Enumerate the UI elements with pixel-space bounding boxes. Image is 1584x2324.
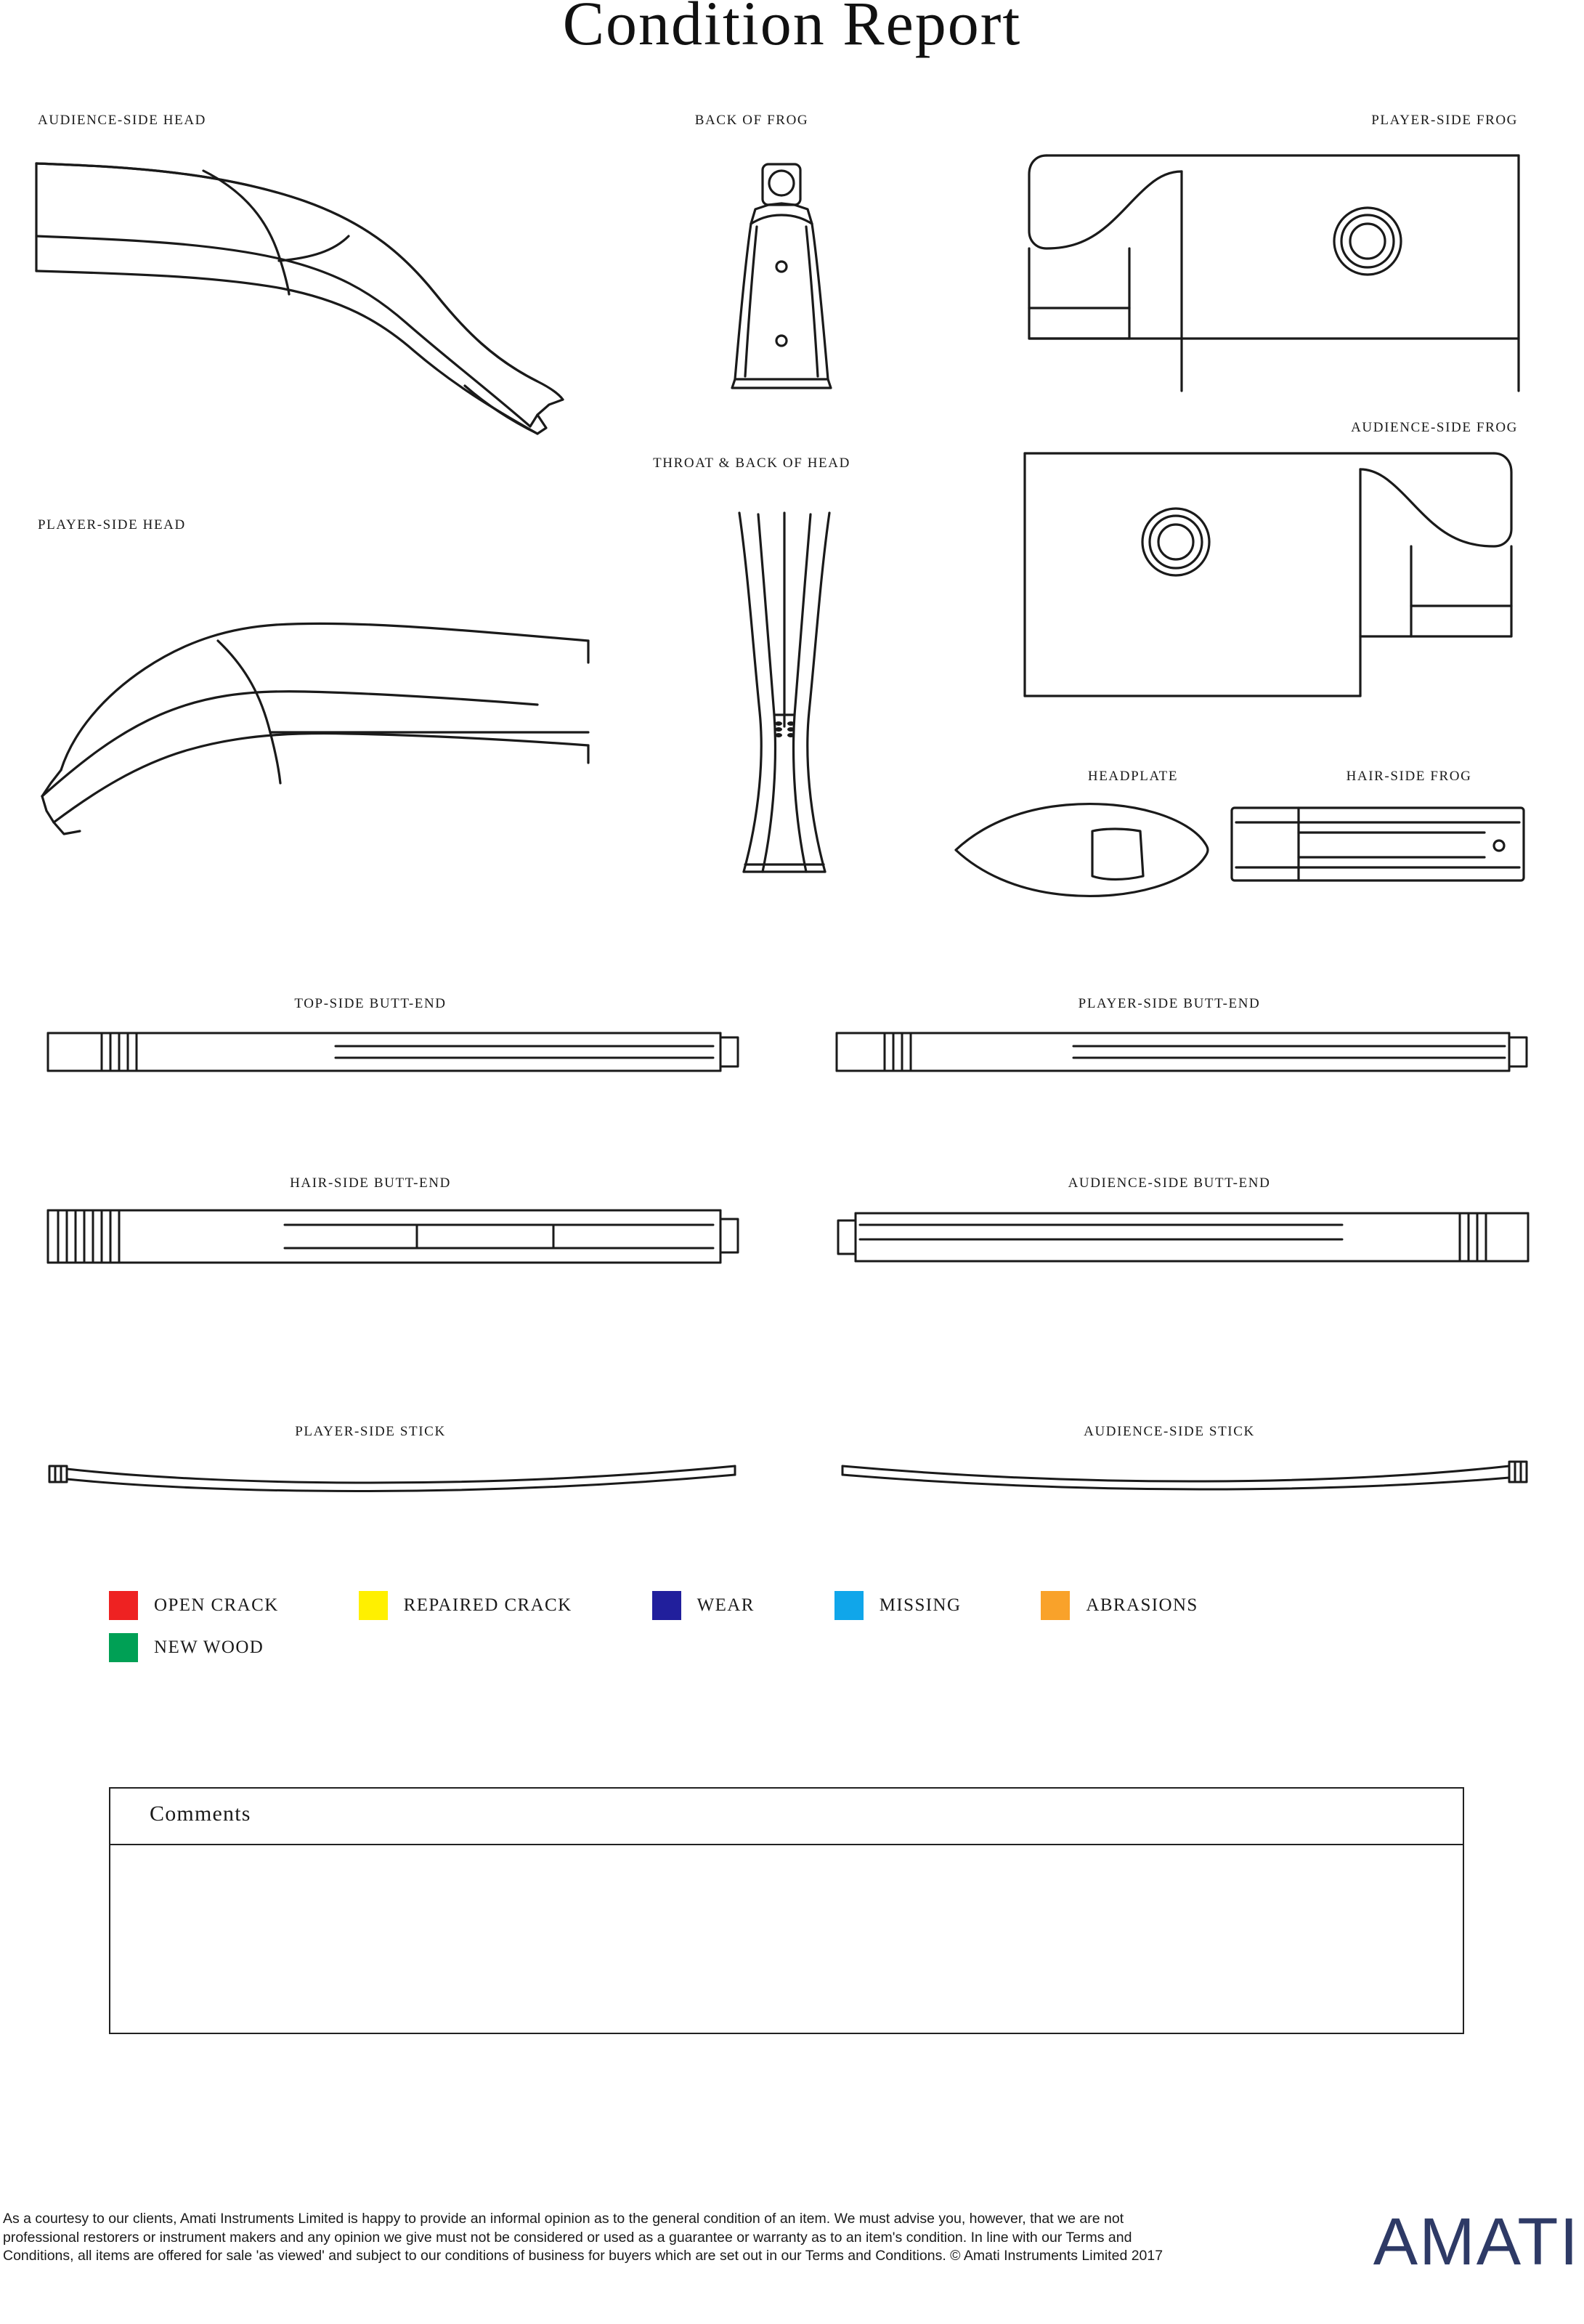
figure-hair-side-butt-end [45, 1204, 742, 1271]
label-headplate: HEADPLATE [1087, 769, 1179, 784]
label-audience-side-frog: AUDIENCE-SIDE FROG [1351, 420, 1518, 435]
legend-item-wear [652, 1591, 798, 1620]
legend [109, 1591, 1489, 1675]
amati-logo: AMATI [1373, 2205, 1580, 2279]
figure-audience-side-butt-end [834, 1204, 1531, 1271]
page-title-text: Condition Report [562, 0, 1022, 58]
legend-label-missing: MISSING [879, 1595, 962, 1615]
figure-headplate [950, 799, 1211, 901]
legend-swatch-abrasions [1041, 1591, 1070, 1620]
figure-audience-side-head [29, 149, 566, 440]
legend-item-new-wood [109, 1633, 307, 1662]
label-audience-side-head: AUDIENCE-SIDE HEAD [38, 113, 206, 128]
legend-label-repaired-crack: REPAIRED CRACK [403, 1595, 572, 1615]
label-hair-side-butt-end: HAIR-SIDE BUTT-END [290, 1175, 451, 1191]
legend-swatch-missing [834, 1591, 864, 1620]
legend-row-2 [109, 1633, 1489, 1662]
figure-player-side-head [29, 552, 596, 857]
page-title [0, 0, 1584, 60]
label-top-side-butt-end: TOP-SIDE BUTT-END [294, 996, 447, 1011]
figure-top-side-butt-end [45, 1026, 728, 1084]
legend-swatch-wear [652, 1591, 681, 1620]
legend-swatch-repaired-crack [359, 1591, 388, 1620]
label-hair-side-frog: HAIR-SIDE FROG [1346, 769, 1472, 784]
figure-audience-side-stick [828, 1453, 1554, 1497]
comments-box[interactable] [109, 1787, 1464, 2034]
label-player-side-head: PLAYER-SIDE HEAD [38, 517, 186, 533]
legend-label-open-crack: OPEN CRACK [154, 1595, 279, 1615]
figure-hair-side-frog [1229, 803, 1527, 891]
legend-item-repaired-crack [359, 1591, 616, 1620]
legend-row-1 [109, 1591, 1489, 1620]
legend-item-open-crack [109, 1591, 322, 1620]
legend-label-abrasions: ABRASIONS [1086, 1595, 1198, 1615]
figure-audience-side-frog [1020, 450, 1522, 697]
figure-player-side-frog [1020, 151, 1522, 391]
label-back-of-frog: BACK OF FROG [694, 113, 809, 128]
label-player-side-butt-end: PLAYER-SIDE BUTT-END [1078, 996, 1261, 1011]
figure-back-of-frog [710, 161, 856, 401]
legend-label-new-wood: NEW WOOD [154, 1637, 264, 1657]
figure-throat-back-of-head [719, 509, 850, 879]
legend-item-missing [834, 1591, 1005, 1620]
comments-input[interactable] [110, 1845, 1463, 2034]
label-audience-side-butt-end: AUDIENCE-SIDE BUTT-END [1068, 1175, 1271, 1191]
label-audience-side-stick: AUDIENCE-SIDE STICK [1084, 1424, 1255, 1439]
legend-swatch-new-wood [109, 1633, 138, 1662]
label-throat-back-of-head: THROAT & BACK OF HEAD [653, 456, 850, 471]
legend-swatch-open-crack [109, 1591, 138, 1620]
legend-label-wear: WEAR [696, 1595, 755, 1615]
comments-heading: Comments [110, 1789, 1463, 1845]
label-player-side-frog: PLAYER-SIDE FROG [1371, 113, 1518, 128]
figure-player-side-stick [38, 1453, 764, 1497]
legend-item-abrasions [1041, 1591, 1241, 1620]
figure-player-side-butt-end [834, 1026, 1516, 1084]
footer-disclaimer: As a courtesy to our clients, Amati Instruments Limited is happy to provide an informal opinion as to the general condition of an item. We must advise you, however, that we are not professional restorers or instrument makers and any opinion we give must not be considered or used as a guarantee or warranty as to an item's condition. In line with our Terms and Conditions, all items are offered for sale 'as viewed' and subject to our conditions of business for buyers which are set out in our Terms and Conditions. © Amati Instruments Limited 2017 [3, 2211, 1163, 2264]
label-player-side-stick: PLAYER-SIDE STICK [295, 1424, 446, 1439]
